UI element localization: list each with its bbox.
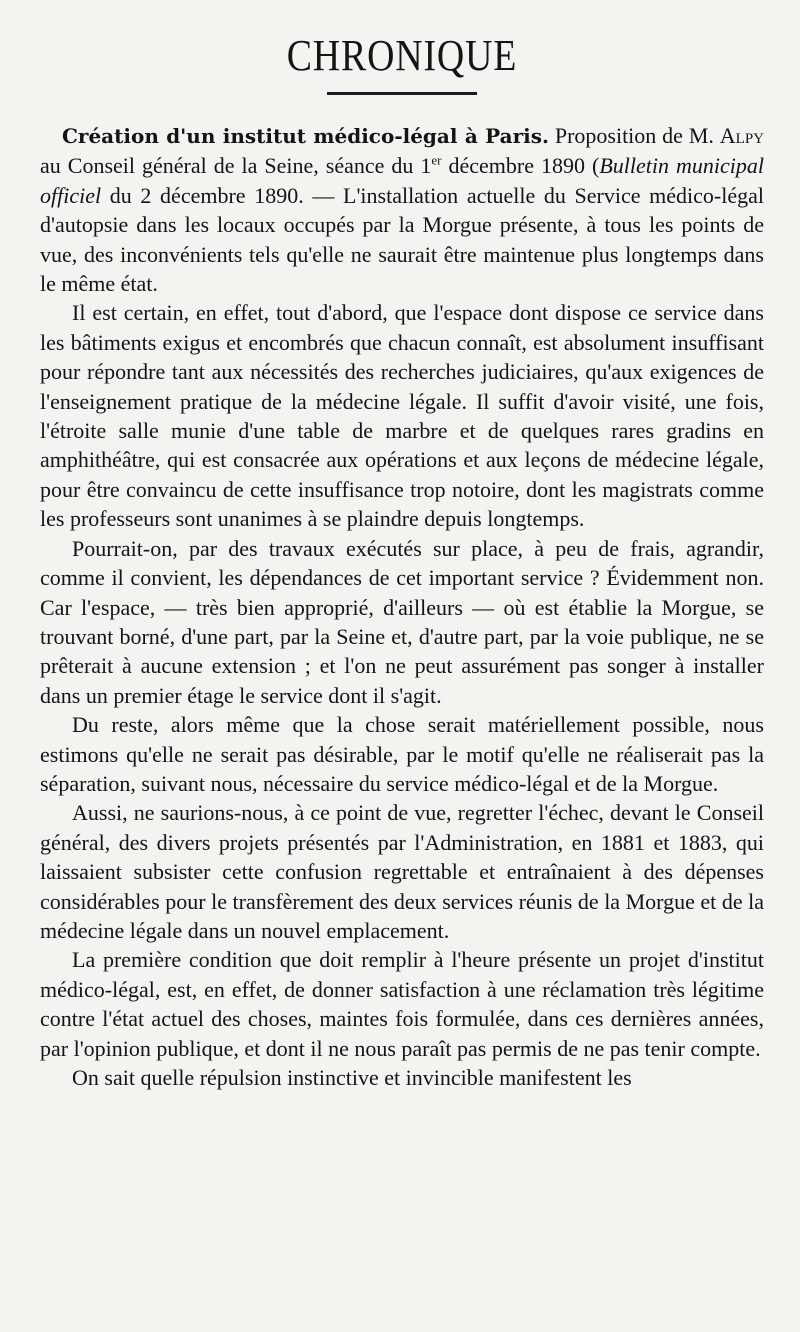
paragraph-3: Pourrait-on, par des travaux exécutés sur place, à peu de frais, agrandir, comme il convient, les dépendances de cet important service ? Évidemment non. Car l'espace, — très bien approprié, d'ailleurs — où est établie la Morgue, se trouvant borné, d'une part, par la Seine et, d'autre part, par la voie publique, ne se prêterait à aucune extension ; et l'on ne peut assurément pas songer à installer dans un premier étage le service dont il s'agit. bbox=[40, 535, 764, 708]
paragraph-4: Du reste, alors même que la chose serait matériellement possible, nous estimons qu'elle ne serait pas désirable, par le motif qu'elle ne réaliserait pas la séparation, suivant nous, nécessaire du service médico-légal et de la Morgue. bbox=[40, 712, 764, 796]
paragraph-5: Aussi, ne saurions-nous, à ce point de vue, regretter l'échec, devant le Conseil général, des divers projets présentés par l'Administration, en 1881 et 1883, qui laissaient subsister cette confusion regrettable et entraînaient à des dépenses considérables pour le transfèrement des deux services réunis de la Morgue et de la médecine légale dans un nouvel emplacement. bbox=[40, 800, 764, 943]
article-body bbox=[40, 121, 764, 1092]
person-name: Alpy bbox=[719, 123, 764, 148]
page-title: CHRONIQUE bbox=[286, 31, 518, 80]
text-run: au Conseil général de la Seine, séance du 1 bbox=[40, 153, 432, 179]
text-run: Proposition de M. bbox=[548, 123, 720, 148]
text-run: du 2 décembre 1890. — L'installation actuelle du Service médico-légal d'autopsie dans les locaux occupés par la Morgue présente, à tous les points de vue, des inconvénients tels qu'elle ne saurait être maintenue plus longtemps dans le même état. bbox=[40, 182, 764, 297]
text-run: décembre 1890 ( bbox=[441, 153, 600, 179]
paragraph-7: On sait quelle répulsion instinctive et invincible manifestent les bbox=[72, 1065, 632, 1090]
paragraph-6: La première condition que doit remplir à l'heure présente un projet d'institut médico-légal, est, en effet, de donner satisfaction à une réclamation très légitime contre l'état actuel des choses, maintes fois formulée, dans ces dernières années, par l'opinion publique, et dont il ne nous paraît pas permis de ne pas tenir compte. bbox=[40, 947, 764, 1061]
article-heading: Création d'un institut médico-légal à Paris. bbox=[62, 124, 549, 148]
paragraph-2: Il est certain, en effet, tout d'abord, que l'espace dont dispose ce service dans les bâtiments exigus et encombrés que chacun connaît, est absolument insuffisant pour répondre tant aux nécessités des recherches judiciaires, qu'aux exigences de l'enseignement pratique de la médecine légale. Il suffit d'avoir visité, une fois, l'étroite salle munie d'une table de marbre et de quelques rares gradins en amphithéâtre, qui est consacrée aux opérations et aux leçons de médecine légale, pour être convaincu de cette insuffisance trop notoire, dont les magistrats comme les professeurs sont unanimes à se plaindre depuis longtemps. bbox=[40, 300, 764, 532]
title-divider bbox=[327, 92, 477, 95]
publication-title: Bulletin municipal officiel bbox=[40, 153, 764, 208]
superscript: er bbox=[431, 153, 442, 169]
paragraph-1 bbox=[40, 121, 764, 298]
